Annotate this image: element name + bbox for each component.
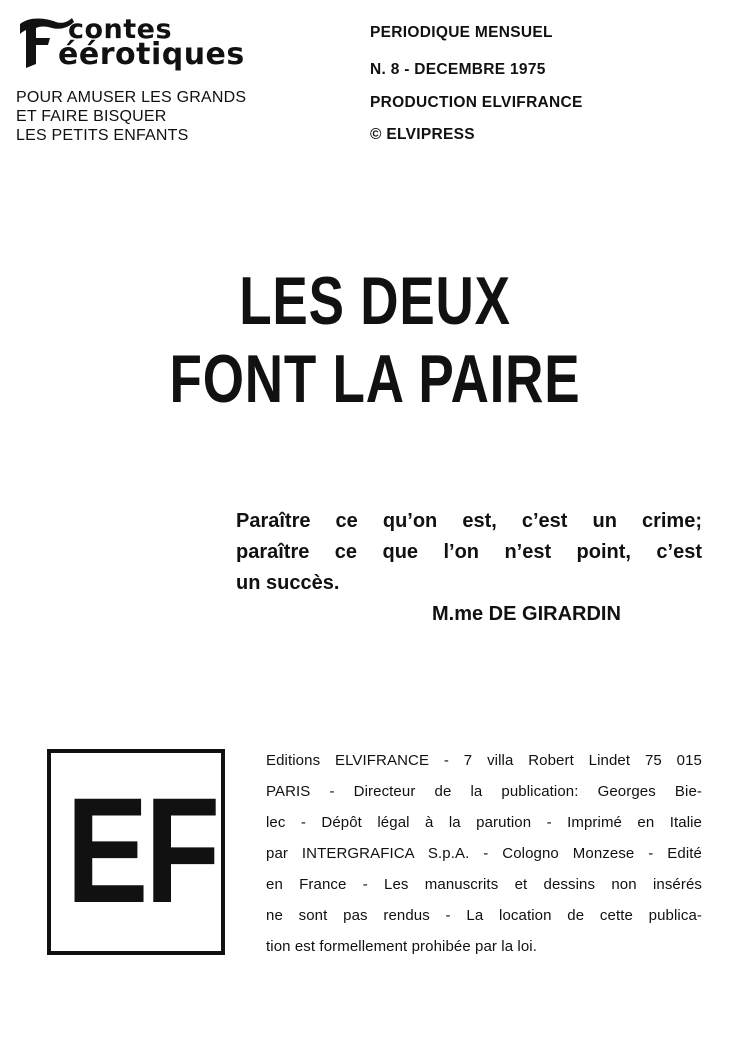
tagline-line: LES PETITS ENFANTS [16, 127, 189, 144]
periodicity-label: PERIODIQUE MENSUEL [370, 24, 553, 41]
imprint-line: Editions ELVIFRANCE - 7 villa Robert Lindet 75 015 [266, 752, 702, 769]
imprint-line: lec - Dépôt légal à la parution - Imprimé en Italie [266, 814, 702, 831]
tagline-line: POUR AMUSER LES GRANDS [16, 89, 247, 106]
quote-line: paraître ce que l’on n’est point, c’est [236, 541, 702, 563]
title-line: LES DEUX [239, 263, 511, 339]
logo-word-contes: contes [68, 14, 173, 45]
copyright-label: © ELVIPRESS [370, 126, 475, 143]
quote-attribution: M.me DE GIRARDIN [432, 603, 621, 625]
imprint-line: PARIS - Directeur de la publication: Georges Bie- [266, 783, 702, 800]
issue-label: N. 8 - DECEMBRE 1975 [370, 61, 546, 78]
magazine-logo [16, 14, 276, 74]
publisher-logo [47, 749, 225, 955]
epigraph-quote [236, 506, 702, 599]
imprint-line: par INTERGRAFICA S.p.A. - Cologno Monzese - Edité [266, 845, 702, 862]
imprint-text [266, 745, 702, 962]
publisher-logo-letters: EF [66, 766, 217, 934]
imprint-line: ne sont pas rendus - La location de cette publica- [266, 907, 702, 924]
title-line: FONT LA PAIRE [169, 341, 581, 417]
imprint-line: tion est formellement prohibée par la loi. [266, 938, 538, 955]
imprint-line: en France - Les manuscrits et dessins non insérés [266, 876, 702, 893]
tagline-line: ET FAIRE BISQUER [16, 108, 167, 125]
story-title [83, 262, 668, 418]
quote-line: Paraître ce qu’on est, c’est un crime; [236, 510, 702, 532]
production-label: PRODUCTION ELVIFRANCE [370, 94, 583, 111]
quote-line: un succès. [236, 572, 340, 594]
tagline [16, 88, 246, 145]
logo-word-erotiques: éérotiques [58, 37, 245, 72]
